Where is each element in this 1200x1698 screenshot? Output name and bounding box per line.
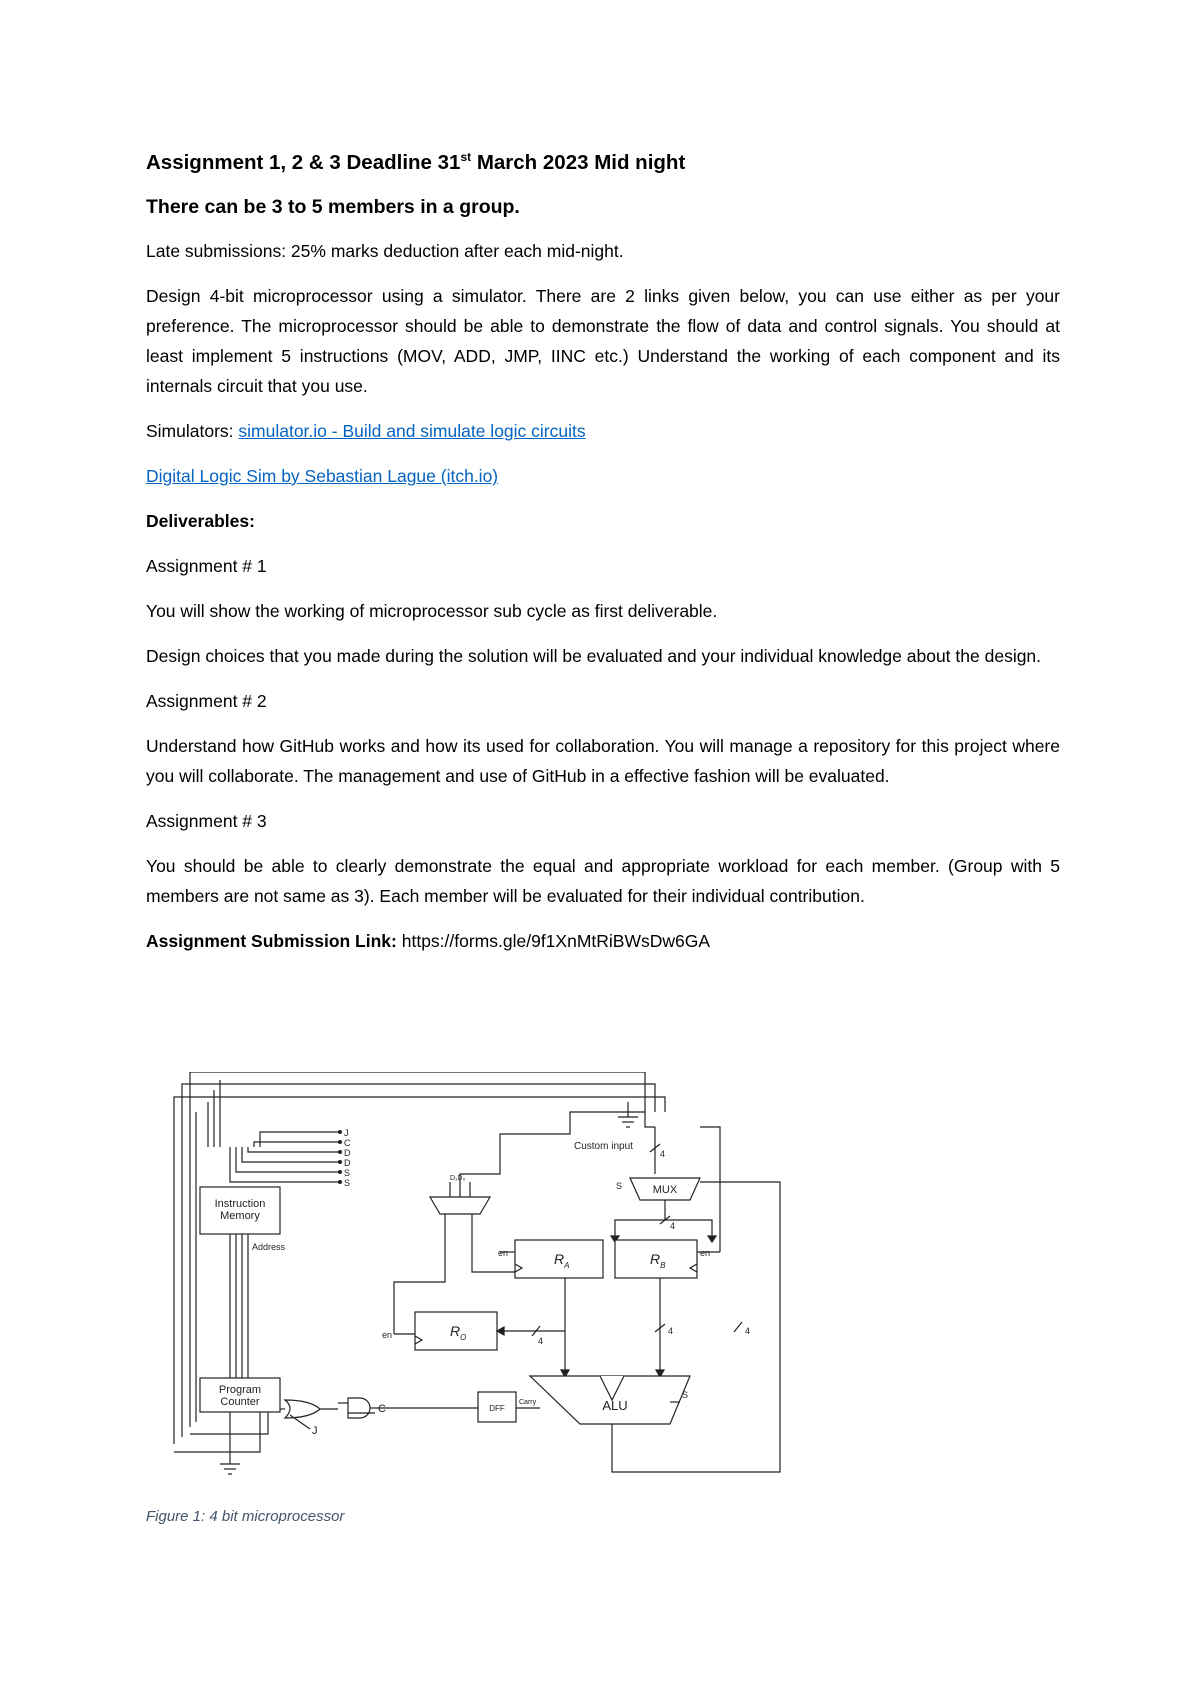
submission-url[interactable]: https://forms.gle/9f1XnMtRiBWsDw6GA xyxy=(396,931,711,951)
assignment-title: Assignment 1, 2 & 3 Deadline 31st March 2023 Mid night xyxy=(146,150,686,174)
simulator-io-link[interactable]: simulator.io - Build and simulate logic circuits xyxy=(238,421,586,441)
enable-ra-label: en xyxy=(498,1248,509,1258)
document-body xyxy=(146,148,1060,956)
bus-width-ro: 4 xyxy=(538,1336,544,1346)
alu-select-label: S xyxy=(682,1390,689,1400)
assignment-1-paragraph-1: You will show the working of microprocessor sub cycle as first deliverable. xyxy=(146,601,718,621)
gate-j-label: J xyxy=(312,1425,318,1437)
deliverables-heading: Deliverables: xyxy=(146,511,255,531)
register-o-label: $R_O$ xyxy=(450,1323,467,1342)
signal-s: S xyxy=(344,1178,351,1188)
register-b-label: $R_B$ xyxy=(650,1251,666,1270)
program-counter-label-2: Counter xyxy=(220,1396,260,1408)
assignment-3-paragraph: You should be able to clearly demonstrate the equal and appropriate workload for each member. (Group with 5 members are not same as 3). Each member will be evaluated for their individual contribution. xyxy=(146,856,1060,906)
bus-width-mux-in: 4 xyxy=(660,1149,666,1159)
assignment-2-heading: Assignment # 2 xyxy=(146,691,267,711)
submission-line xyxy=(146,926,1060,956)
register-a-label: $R_A$ xyxy=(554,1251,570,1270)
simulators-line xyxy=(146,416,1060,446)
decoder-select-label: D₁D₀ xyxy=(450,1175,466,1182)
late-submission-note: Late submissions: 25% marks deduction after each mid-night. xyxy=(146,241,624,261)
design-paragraph: Design 4-bit microprocessor using a simulator. There are 2 links given below, you can use either as per your preference. The microprocessor should be able to demonstrate the flow of data and control signals. You should at least implement 5 instructions (MOV, ADD, JMP, IINC etc.) Understand the working of each component and its internals circuit that you use. xyxy=(146,286,1060,396)
digital-logic-sim-link[interactable]: Digital Logic Sim by Sebastian Lague (itch.io) xyxy=(146,466,499,486)
signal-d0: D xyxy=(344,1158,351,1168)
bus-width-feedback: 4 xyxy=(745,1326,751,1336)
mux-label: MUX xyxy=(652,1184,678,1196)
signal-d1: D xyxy=(344,1148,351,1158)
signal-j: J xyxy=(344,1128,349,1138)
figure-caption: Figure 1: 4 bit microprocessor xyxy=(146,1508,345,1525)
signal-c: C xyxy=(344,1138,351,1148)
gate-c-label: C xyxy=(378,1403,386,1415)
enable-rb-label: en xyxy=(700,1248,711,1258)
carry-label: Carry xyxy=(519,1399,537,1406)
mux-select-label: S xyxy=(616,1181,623,1191)
address-label: Address xyxy=(252,1242,286,1252)
microprocessor-diagram xyxy=(160,1072,800,1482)
bus-width-mux-out: 4 xyxy=(670,1221,676,1231)
enable-ro-label: en xyxy=(382,1330,393,1340)
custom-input-label: Custom input xyxy=(574,1141,633,1152)
bus-width-rb: 4 xyxy=(668,1326,674,1336)
dff-label: DFF xyxy=(489,1404,505,1413)
assignment-2-paragraph: Understand how GitHub works and how its used for collaboration. You will manage a repository for this project where you will collaborate. The management and use of GitHub in a effective fashion will be evaluated. xyxy=(146,736,1060,786)
submission-label: Assignment Submission Link: xyxy=(146,931,397,951)
instruction-memory-label-1: Instruction xyxy=(214,1198,266,1210)
alu-label: ALU xyxy=(602,1398,628,1413)
digital-logic-sim-line xyxy=(146,461,1060,491)
assignment-3-heading: Assignment # 3 xyxy=(146,811,267,831)
group-note: There can be 3 to 5 members in a group. xyxy=(146,196,520,218)
simulators-label: Simulators: xyxy=(146,421,239,441)
program-counter-label-1: Program xyxy=(218,1384,262,1396)
signal-sm: S xyxy=(344,1168,351,1178)
assignment-1-paragraph-2: Design choices that you made during the solution will be evaluated and your individual knowledge about the design. xyxy=(146,646,1042,666)
assignment-1-heading: Assignment # 1 xyxy=(146,556,267,576)
instruction-memory-label-2: Memory xyxy=(220,1210,260,1222)
